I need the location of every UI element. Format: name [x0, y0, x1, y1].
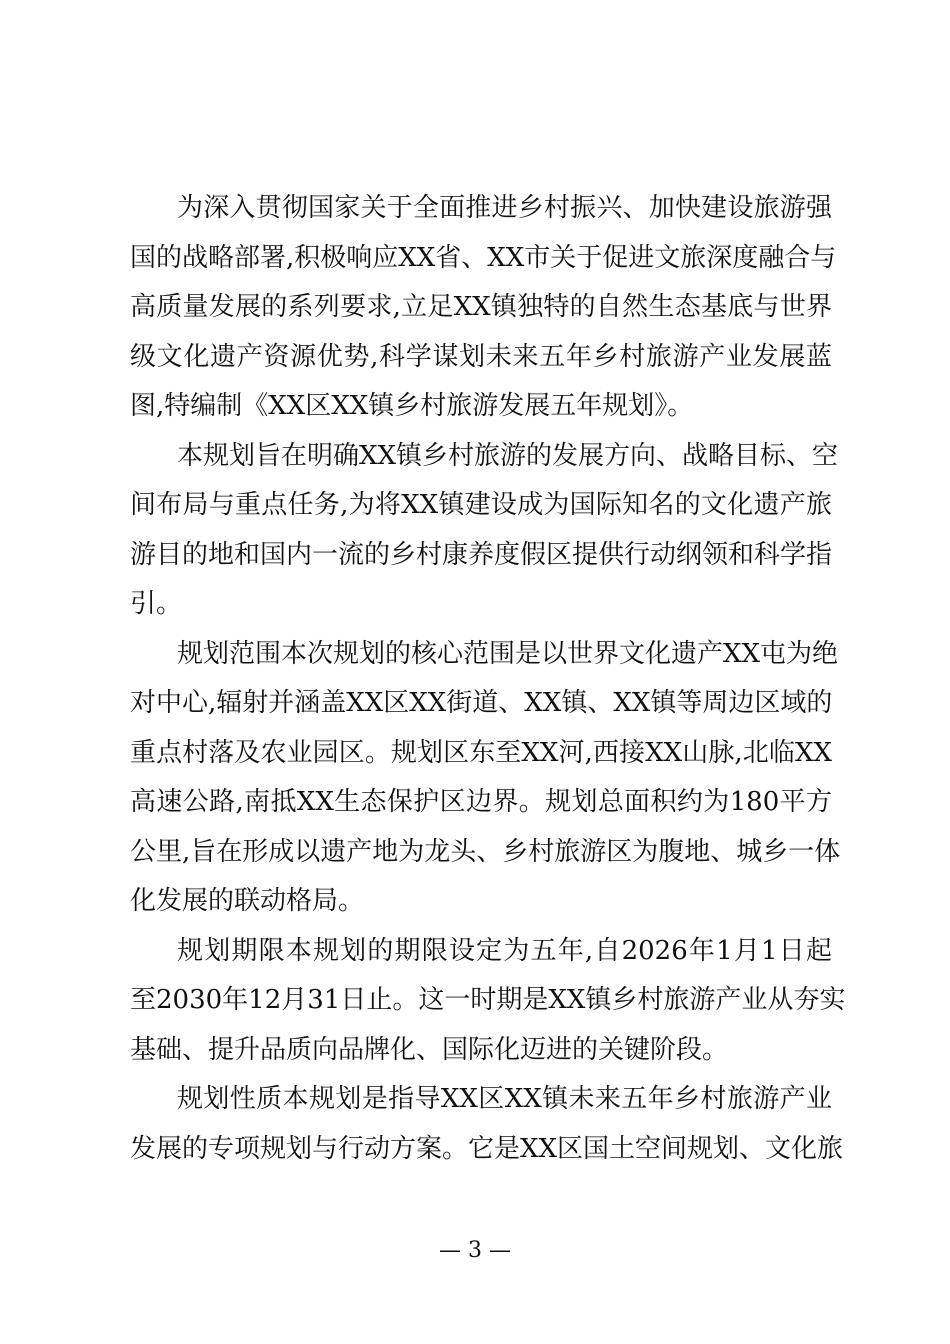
paragraph — [130, 630, 841, 927]
text-line: 至2030年12月31日止。这一时期是XX镇乡村旅游产业从夯实 — [130, 985, 846, 1015]
text-line: 规划范围本次规划的核心范围是以世界文化遗产XX屯为绝 — [177, 638, 839, 669]
text-line: 级文化遗产资源优势,科学谋划未来五年乡村旅游产业发展蓝 — [130, 341, 832, 372]
text-line: 为深入贯彻国家关于全面推进乡村振兴、加快建设旅游强 — [177, 193, 832, 223]
text-line: 引。 — [130, 589, 183, 619]
text-line: 间布局与重点任务,为将XX镇建设成为国际知名的文化遗产旅 — [130, 490, 832, 520]
text-line: 规划性质本规划是指导XX区XX镇未来五年乡村旅游产业 — [177, 1084, 832, 1114]
text-line: 公里,旨在形成以遗产地为龙头、乡村旅游区为腹地、城乡一体 — [130, 836, 841, 867]
text-line: 高质量发展的系列要求,立足XX镇独特的自然生态基底与世界 — [130, 292, 832, 322]
text-line: 国的战略部署,积极响应XX省、XX市关于促进文旅深度融合与 — [130, 242, 837, 273]
text-line: 本规划旨在明确XX镇乡村旅游的发展方向、战略目标、空 — [177, 440, 839, 471]
text-line: 发展的专项规划与行动方案。它是XX区国土空间规划、文化旅 — [130, 1133, 844, 1164]
text-line: 重点村落及农业园区。规划区东至XX河,西接XX山脉,北临XX — [130, 737, 832, 768]
text-line: 化发展的联动格局。 — [130, 886, 365, 916]
text-line: 游目的地和国内一流的乡村康养度假区提供行动纲领和科学指 — [130, 539, 833, 570]
text-line: 基础、提升品质向品牌化、国际化迈进的关键阶段。 — [130, 1034, 729, 1065]
page-number: — 3 — — [439, 1238, 511, 1263]
paragraph — [130, 184, 837, 432]
paragraph — [130, 432, 839, 630]
paragraph — [130, 927, 846, 1076]
text-line: 规划期限本规划的期限设定为五年,自2026年1月1日起 — [177, 935, 832, 966]
text-line: 对中心,辐射并涵盖XX区XX街道、XX镇、XX镇等周边区域的 — [130, 688, 833, 718]
paragraph — [130, 1075, 844, 1174]
document-body — [130, 184, 846, 1174]
text-line: 高速公路,南抵XX生态保护区边界。规划总面积约为180平方 — [130, 787, 832, 817]
text-line: 图,特编制《XX区XX镇乡村旅游发展五年规划》。 — [130, 391, 694, 421]
